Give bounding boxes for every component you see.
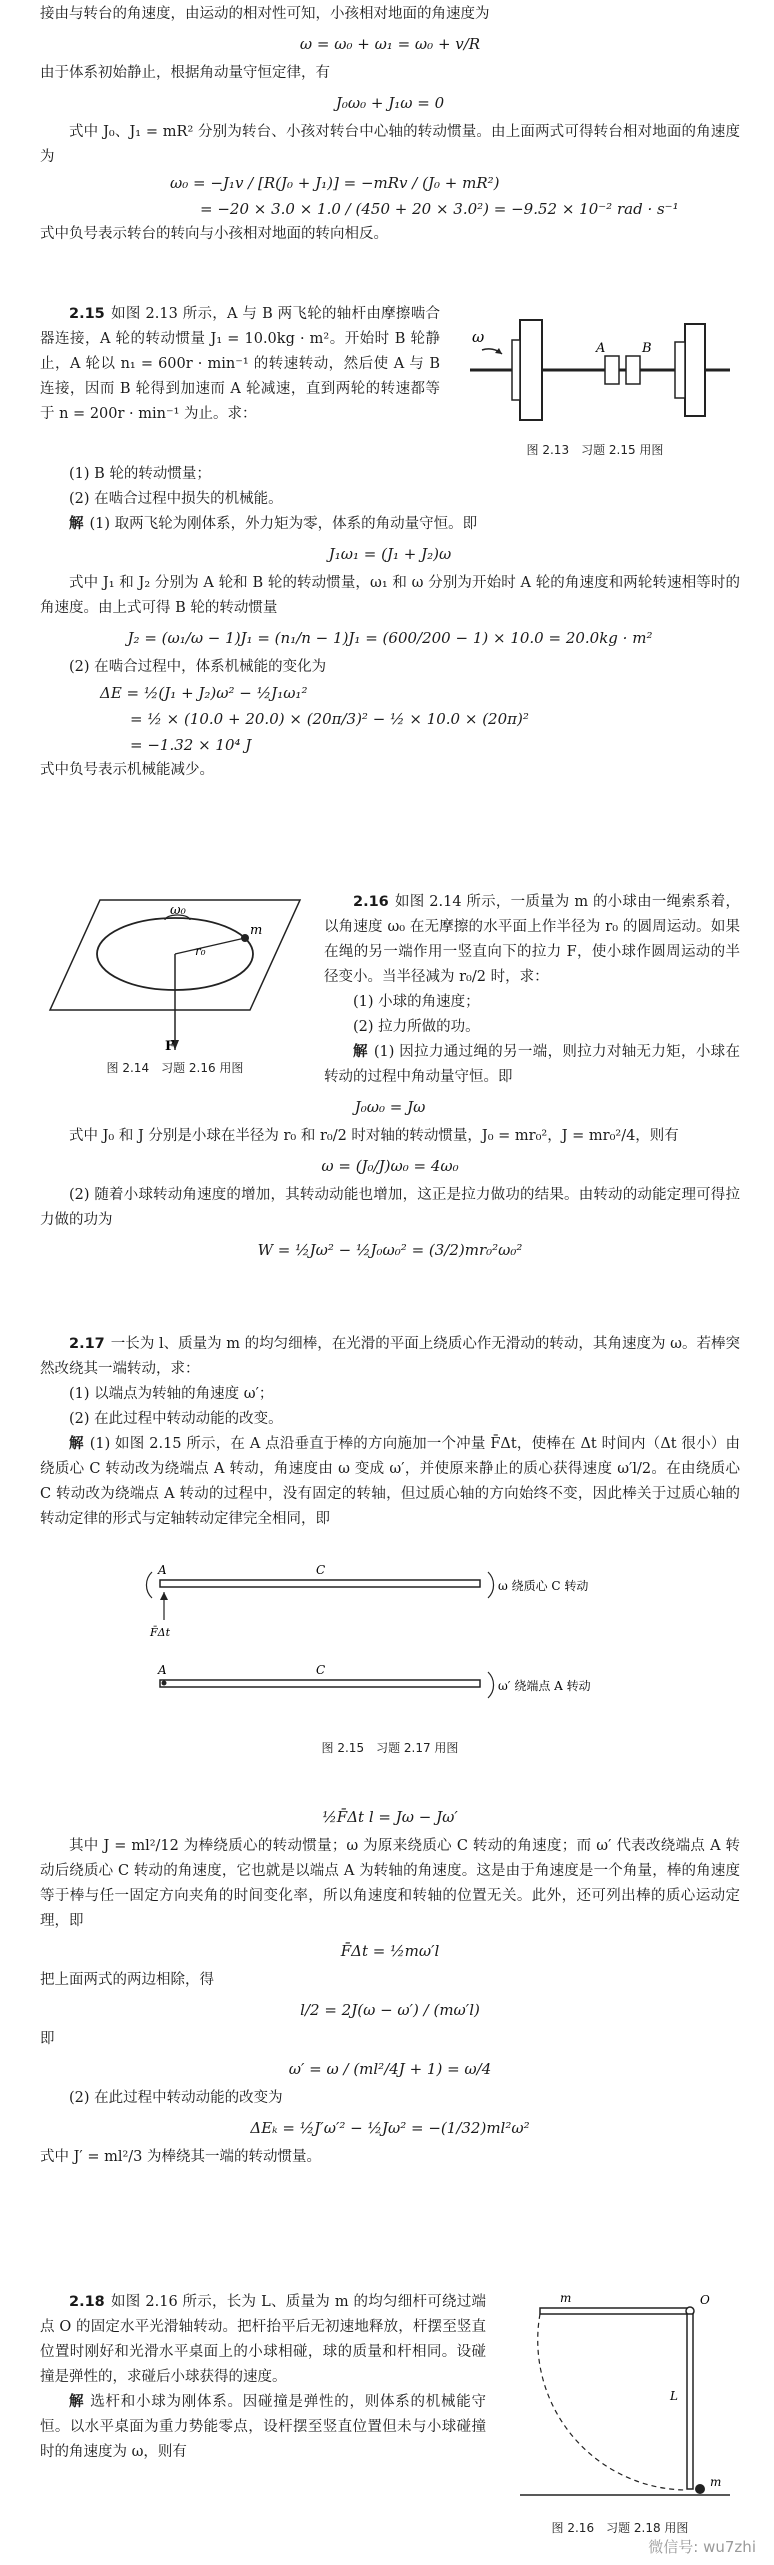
rotation-label: ω 绕质心 C 转动 (498, 1579, 589, 1593)
equation: ω₀ = −J₁v / [R(J₀ + J₁)] = −mRv / (J₀ + mR²) (170, 174, 500, 192)
equation: J₁ω₁ = (J₁ + J₂)ω (328, 545, 452, 563)
solution-paragraph (40, 512, 740, 537)
equation: J₂ = (ω₁/ω − 1)J₁ = (n₁/n − 1)J₁ = (600/200 − 1) × 10.0 = 20.0kg · m² (127, 629, 653, 647)
label-b: B (642, 341, 652, 356)
paragraph: 由于体系初始静止，根据角动量守恒定律，有 (40, 65, 330, 81)
rod-diagram (40, 1540, 740, 1735)
paragraph: 式中负号表示机械能减少。 (40, 762, 214, 778)
flywheel-a (520, 320, 542, 420)
rod-mass-label: m (560, 2291, 572, 2305)
paragraph: 接由与转台的角速度，由运动的相对性可知，小孩相对地面的角速度为 (40, 6, 490, 22)
figure-caption: 图 2.15 习题 2.17 用图 (321, 1741, 459, 1755)
rod-after (160, 1680, 480, 1687)
flywheel-b (685, 324, 705, 416)
clutch (605, 356, 619, 384)
length-label: L (670, 2389, 678, 2403)
ball (695, 2484, 705, 2494)
paragraph: (2) 随着小球转动角速度的增加，其转动动能也增加，这正是拉力做功的结果。由转动的动能定理可得拉力做的功为 (40, 1187, 740, 1228)
paragraph: 式中 J₀ 和 J 分别是小球在半径为 r₀ 和 r₀/2 时对轴的转动惯量，J₀ = mr₀²，J = mr₀²/4，则有 (69, 1128, 679, 1144)
paragraph: 其中 J = ml²/12 为棒绕质心的转动惯量；ω 为原来绕质心 C 转动的角速度；而 ω′ 代表改绕端点 A 转动后绕质心 C 转动的角速度，它也就是以端点 A 为转轴的角速度。这是由于角速度是一个角量，棒的角速度等于棒与任一固定方向夹角的时间变化率，所以角速度和转轴的位置无关。此外，还可列出棒的质心运动定理，即 (40, 1838, 740, 1929)
question-item: (2) 拉力所做的功。 (353, 1019, 480, 1035)
question-item: (2) 在此过程中转动动能的改变。 (69, 1411, 283, 1427)
rod-before (160, 1580, 480, 1587)
omega0-label: ω₀ (170, 903, 186, 918)
figure-2-13 (450, 302, 740, 462)
equation: = −1.32 × 10⁴ J (130, 736, 252, 754)
question-item: (1) B 轮的转动惯量； (69, 466, 211, 482)
solution-label: 解 (353, 1044, 368, 1060)
solution-label: 解 (69, 2394, 85, 2410)
figure-2-15 (40, 1540, 740, 1760)
solution-label: 解 (69, 516, 84, 532)
problem-text: 如图 2.14 所示，一质量为 m 的小球由一绳索系着，以角速度 ω₀ 在无摩擦的水平面上作半径为 r₀ 的圆周运动。如果在绳的另一端作用一竖直向下的拉力 F，使小球作圆周运动的半径变小。当半径减为 r₀/2 时，求： (324, 894, 740, 985)
question-item: (1) 小球的角速度； (353, 994, 480, 1010)
problem-2-16 (40, 890, 740, 1267)
problem-text: 如图 2.16 所示，长为 L、质量为 m 的均匀细杆可绕过端点 O 的固定水平光滑轴转动。把杆抬平后无初速地释放，杆摆至竖直位置时刚好和光滑水平桌面上的小球相碰，球的质量和杆相同。设碰撞是弹性的，求碰后小球获得的速度。 (40, 2294, 486, 2385)
problem-text: 一长为 l、质量为 m 的均匀细棒，在光滑的平面上绕质心作无滑动的转动，其角速度为 ω。若棒突然改绕其一端转动，求： (40, 1336, 740, 1377)
mass-label: m (250, 923, 263, 938)
equation: W = ½Jω² − ½J₀ω₀² = (3/2)mr₀²ω₀² (257, 1241, 523, 1259)
solution-text: (1) 如图 2.15 所示，在 A 点沿垂直于棒的方向施加一个冲量 F̄Δt，使棒在 Δt 时间内（Δt 很小）由绕质心 C 转动改为绕端点 A 转动，角速度由 ω 变成 ω′，并使原来静止的质心获得速度 ω′l/2。在由绕质心 C 转动改为绕端点 A 转动的过程中，没有固定的转轴，但过质心轴的方向始终不变，因此棒关于过质心轴的转动定律的形式与定轴转动定律完全相同，即 (40, 1436, 741, 1527)
circular-motion-diagram (40, 890, 310, 1055)
radius-label: r₀ (195, 944, 206, 958)
figure-caption: 图 2.13 习题 2.15 用图 (526, 443, 664, 457)
solution-text: 选杆和小球为刚体系。因碰撞是弹性的，则体系的机械能守恒。以水平桌面为重力势能零点，设杆摆至竖直位置但未与小球碰撞时的角速度为 ω，则有 (40, 2394, 486, 2460)
equation: l/2 = 2J(ω − ω′) / (mω′l) (300, 2001, 480, 2019)
figure-caption: 图 2.14 习题 2.16 用图 (106, 1061, 244, 1075)
problem-number: 2.16 (353, 894, 389, 910)
point-a: A (158, 1563, 167, 1577)
flywheel-diagram (450, 302, 740, 437)
problem-statement (40, 1332, 740, 1382)
watermark: 微信号: wu7zhi (648, 2538, 756, 2556)
paragraph: 式中 J₀、J₁ = mR² 分别为转台、小孩对转台中心轴的转动惯量。由上面两式可得转台相对地面的角速度为 (40, 124, 740, 165)
problem-2-15 (40, 302, 740, 783)
figure-2-16 (500, 2290, 740, 2540)
equation: ω = (J₀/J)ω₀ = 4ω₀ (321, 1157, 459, 1175)
equation: J₀ω₀ + J₁ω = 0 (335, 94, 445, 112)
figure-2-14 (40, 890, 310, 1080)
equation: ω′ = ω / (ml²/4J + 1) = ω/4 (288, 2060, 492, 2078)
problem-number: 2.17 (69, 1336, 105, 1352)
problem-text-block (40, 302, 440, 427)
figure-caption: 图 2.16 习题 2.18 用图 (551, 2521, 689, 2535)
question-item: (2) 在啮合过程中损失的机械能。 (69, 491, 283, 507)
equation: = ½ × (10.0 + 20.0) × (20π/3)² − ½ × 10.0 × (20π)² (130, 710, 529, 728)
pendulum-rod-diagram (500, 2290, 740, 2515)
point-c: C (316, 1563, 326, 1577)
paragraph: 即 (40, 2031, 55, 2047)
problem-number: 2.15 (69, 306, 105, 322)
problem-2-17 (40, 1332, 740, 2170)
problem-number: 2.18 (69, 2294, 105, 2310)
impulse-label: F̄Δt (150, 1626, 170, 1639)
paragraph: 把上面两式的两边相除，得 (40, 1972, 214, 1988)
equation: ½F̄Δt l = Jω − Jω′ (322, 1808, 458, 1826)
question-item: (1) 以端点为转轴的角速度 ω′； (69, 1386, 274, 1402)
rod-vertical (687, 2314, 693, 2489)
equation: = −20 × 3.0 × 1.0 / (450 + 20 × 3.0²) = −9.52 × 10⁻² rad · s⁻¹ (200, 200, 679, 218)
equation: ΔEₖ = ½J′ω′² − ½Jω² = −(1/32)ml²ω² (250, 2119, 530, 2137)
pivot-label: O (700, 2293, 710, 2307)
label-a: A (596, 341, 606, 356)
paragraph: (2) 在此过程中转动动能的改变为 (69, 2090, 283, 2106)
problem-text: 如图 2.13 所示，A 与 B 两飞轮的轴杆由摩擦啮合器连接，A 轮的转动惯量 J₁ = 10.0kg · m²。开始时 B 轮静止，A 轮以 n₁ = 600r · min⁻¹ 的转速转动，然后使 A 与 B 连接，因而 B 轮得到加速而 A 轮减速，直到两轮的转速都等于 n = 200r · min⁻¹ 为止。求： (40, 306, 440, 422)
problem-2-18 (40, 2290, 740, 2540)
equation: J₀ω₀ = Jω (354, 1098, 426, 1116)
rod-horizontal (540, 2308, 690, 2314)
equation: ω = ω₀ + ω₁ = ω₀ + v/R (299, 35, 481, 53)
point-c-after: C (316, 1663, 326, 1677)
paragraph: 式中 J′ = ml²/3 为棒绕其一端的转动惯量。 (40, 2149, 321, 2165)
solution-paragraph (40, 1432, 740, 1532)
point-a-after: A (158, 1663, 167, 1677)
paragraph: 式中负号表示转台的转向与小孩相对地面的转向相反。 (40, 226, 388, 242)
omega-label: ω (472, 328, 485, 346)
solution-text: (1) 因拉力通过绳的另一端，则拉力对轴无力矩，小球在转动的过程中角动量守恒。即 (324, 1044, 740, 1085)
equation: ΔE = ½(J₁ + J₂)ω² − ½J₁ω₁² (100, 684, 308, 702)
ball-mass-label: m (710, 2475, 722, 2489)
solution-label: 解 (69, 1436, 84, 1452)
prev-problem-continuation (40, 2, 740, 247)
rotation-label-after: ω′ 绕端点 A 转动 (498, 1679, 591, 1693)
paragraph: 式中 J₁ 和 J₂ 分别为 A 轮和 B 轮的转动惯量，ω₁ 和 ω 分别为开始时 A 轮的角速度和两轮转速相等时的角速度。由上式可得 B 轮的转动惯量 (40, 575, 740, 616)
paragraph: (2) 在啮合过程中，体系机械能的变化为 (69, 659, 327, 675)
force-label: F (165, 1039, 175, 1054)
solution-text: (1) 取两飞轮为刚体系，外力矩为零，体系的角动量守恒。即 (89, 516, 478, 532)
equation: F̄Δt = ½mω′l (340, 1942, 440, 1960)
problem-statement (40, 302, 440, 427)
